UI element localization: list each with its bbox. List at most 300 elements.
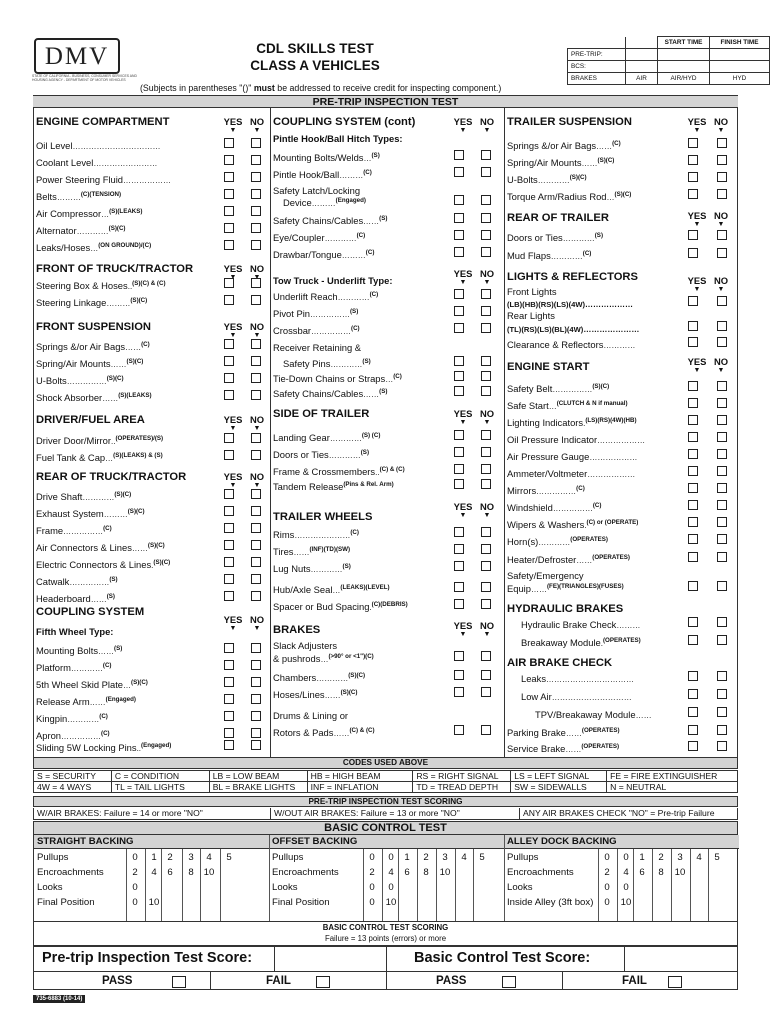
yes-checkbox[interactable] xyxy=(688,466,698,476)
no-checkbox[interactable] xyxy=(251,557,261,567)
hydraulic-heading: HYDRAULIC BRAKES xyxy=(507,603,624,615)
score-value[interactable]: 0 xyxy=(388,882,394,893)
checklist-item-release-arm: Release Arm……$^{(Engaged)}$ xyxy=(36,696,136,707)
yes-checkbox[interactable] xyxy=(454,447,464,457)
checklist-item-chambers: Chambers…………$^{(S)(C)}$ xyxy=(273,672,366,683)
score-row-label: Looks xyxy=(37,882,63,893)
no-checkbox[interactable] xyxy=(251,278,261,288)
code-definition: INF = INFLATION xyxy=(307,782,413,793)
no-checkbox[interactable] xyxy=(251,189,261,199)
yes-no-header: YES NO xyxy=(223,321,265,332)
yes-checkbox[interactable] xyxy=(688,500,698,510)
yes-checkbox[interactable] xyxy=(224,223,234,233)
yes-checkbox[interactable] xyxy=(454,247,464,257)
yes-no-header: YES NO xyxy=(687,275,729,286)
pretrip-scoring-row: W/AIR BRAKES: Failure = 14 or more "NO" W/OUT AIR BRAKES: Failure = 13 or more "NO" ANY AIR BRAKES CHECK "NO" = Pre-trip Failure xyxy=(33,808,738,820)
checklist-item-drums-lining-or: Drums & Lining or xyxy=(273,710,349,721)
no-checkbox[interactable] xyxy=(481,195,491,205)
score-value[interactable]: 0 xyxy=(604,897,610,908)
no-checkbox[interactable] xyxy=(251,390,261,400)
score-value[interactable]: 3 xyxy=(188,852,194,863)
yes-checkbox[interactable] xyxy=(688,449,698,459)
bct-pass-checkbox[interactable] xyxy=(502,976,516,988)
checklist-item-shock-absorber: Shock Absorber……$^{(S)(LEAKS)}$ xyxy=(36,392,152,403)
no-checkbox[interactable] xyxy=(717,707,727,717)
yes-checkbox[interactable] xyxy=(224,540,234,550)
no-checkbox[interactable] xyxy=(717,189,727,199)
no-checkbox[interactable] xyxy=(481,247,491,257)
no-checkbox[interactable] xyxy=(251,643,261,653)
score-value[interactable]: 0 xyxy=(388,852,394,863)
no-checkbox[interactable] xyxy=(481,306,491,316)
score-value[interactable]: 0 xyxy=(132,882,138,893)
coupling-system-subtitle: Fifth Wheel Type: xyxy=(36,626,114,637)
checklist-item-spring-air-mounts: Spring/Air Mounts……$^{(S)(C)}$ xyxy=(507,157,615,168)
score-value[interactable]: 0 xyxy=(369,852,375,863)
yes-checkbox[interactable] xyxy=(224,240,234,250)
no-checkbox[interactable] xyxy=(251,489,261,499)
yes-checkbox[interactable] xyxy=(224,433,234,443)
no-checkbox[interactable] xyxy=(717,432,727,442)
no-checkbox[interactable] xyxy=(717,466,727,476)
no-checkbox[interactable] xyxy=(481,527,491,537)
yes-checkbox[interactable] xyxy=(454,371,464,381)
no-checkbox[interactable] xyxy=(481,464,491,474)
no-checkbox[interactable] xyxy=(717,381,727,391)
no-checkbox[interactable] xyxy=(251,728,261,738)
checklist-item-safety-pins: Safety Pins…………$^{(S)}$ xyxy=(283,358,371,369)
yes-checkbox[interactable] xyxy=(688,230,698,240)
score-value[interactable]: 0 xyxy=(132,852,138,863)
yes-checkbox[interactable] xyxy=(688,296,698,306)
checklist-item-headerboard: Headerboard……$^{(S)}$ xyxy=(36,593,115,604)
no-checkbox[interactable] xyxy=(251,660,261,670)
yes-checkbox[interactable] xyxy=(454,687,464,697)
yes-checkbox[interactable] xyxy=(454,386,464,396)
no-checkbox[interactable] xyxy=(251,574,261,584)
yes-checkbox[interactable] xyxy=(688,517,698,527)
checklist-item-heater-defroster: Heater/Defroster……$^{(OPERATES)}$ xyxy=(507,554,630,565)
no-checkbox[interactable] xyxy=(717,635,727,645)
checklist-item-breakaway-module: Breakaway Module.$^{(OPERATES)}$ xyxy=(521,637,641,648)
yes-checkbox[interactable] xyxy=(688,432,698,442)
no-checkbox[interactable] xyxy=(481,599,491,609)
no-checkbox[interactable] xyxy=(251,506,261,516)
yes-checkbox[interactable] xyxy=(454,306,464,316)
yes-checkbox[interactable] xyxy=(224,450,234,460)
checklist-item-spacer-or-bud-spacing: Spacer or Bud Spacing.$^{(C)(DEBRIS)}$ xyxy=(273,601,408,612)
yes-checkbox[interactable] xyxy=(224,172,234,182)
score-value[interactable]: 2 xyxy=(132,867,138,878)
no-checkbox[interactable] xyxy=(717,581,727,591)
checklist-item-equip: Equip……$^{(FE)(TRIANGLES)(FUSES)}$ xyxy=(507,583,624,594)
code-definition: 4W = 4 WAYS xyxy=(34,782,112,793)
pre-trip-start-field[interactable] xyxy=(658,49,710,61)
no-checkbox[interactable] xyxy=(251,677,261,687)
bct-score-label: Basic Control Test Score: xyxy=(414,950,591,966)
score-value[interactable]: 2 xyxy=(167,852,173,863)
driver-fuel-heading: DRIVER/FUEL AREA xyxy=(36,414,145,426)
no-checkbox[interactable] xyxy=(251,591,261,601)
yes-checkbox[interactable] xyxy=(688,398,698,408)
no-checkbox[interactable] xyxy=(251,433,261,443)
yes-checkbox[interactable] xyxy=(688,689,698,699)
no-checkbox[interactable] xyxy=(481,725,491,735)
yes-checkbox[interactable] xyxy=(688,248,698,258)
no-checkbox[interactable] xyxy=(251,540,261,550)
score-value[interactable]: 0 xyxy=(369,882,375,893)
yes-checkbox[interactable] xyxy=(224,390,234,400)
score-value[interactable]: 4 xyxy=(696,852,702,863)
checklist-item-lighting-indicators: Lighting Indicators.$^{(LS)(RS)(4W)(HB)}$ xyxy=(507,417,637,428)
checklist-item-hydraulic-brake-check: Hydraulic Brake Check……… xyxy=(521,619,641,630)
score-value[interactable]: 4 xyxy=(206,852,212,863)
yes-checkbox[interactable] xyxy=(688,617,698,627)
yes-checkbox[interactable] xyxy=(454,150,464,160)
yes-checkbox[interactable] xyxy=(454,651,464,661)
score-value[interactable]: 10 xyxy=(385,897,397,908)
bct-fail-checkbox[interactable] xyxy=(668,976,682,988)
score-value[interactable]: 6 xyxy=(167,867,173,878)
code-definition: HB = HIGH BEAM xyxy=(307,771,413,782)
yes-checkbox[interactable] xyxy=(224,206,234,216)
no-checkbox[interactable] xyxy=(481,289,491,299)
no-checkbox[interactable] xyxy=(251,206,261,216)
no-checkbox[interactable] xyxy=(481,479,491,489)
bct-score-field[interactable] xyxy=(625,948,737,970)
score-row-label: Encroachments xyxy=(272,867,339,878)
no-checkbox[interactable] xyxy=(717,321,727,331)
yes-checkbox[interactable] xyxy=(688,381,698,391)
score-value[interactable]: 3 xyxy=(677,852,683,863)
no-checkbox[interactable] xyxy=(251,138,261,148)
tow-truck-heading: Tow Truck - Underlift Type: xyxy=(273,275,393,286)
down-arrow-icon: ▼ ▼ xyxy=(229,482,261,489)
yes-checkbox[interactable] xyxy=(454,230,464,240)
offset-backing-heading: OFFSET BACKING xyxy=(269,835,504,849)
no-checkbox[interactable] xyxy=(717,248,727,258)
score-value[interactable]: 10 xyxy=(674,867,686,878)
trailer-suspension-heading: TRAILER SUSPENSION xyxy=(507,116,632,128)
no-checkbox[interactable] xyxy=(481,651,491,661)
yes-checkbox[interactable] xyxy=(224,643,234,653)
yes-checkbox[interactable] xyxy=(224,189,234,199)
yes-checkbox[interactable] xyxy=(224,574,234,584)
no-checkbox[interactable] xyxy=(251,711,261,721)
score-value[interactable]: 4 xyxy=(623,867,629,878)
bcs-label: BCS: xyxy=(568,61,626,73)
score-value[interactable]: 4 xyxy=(388,867,394,878)
yes-checkbox[interactable] xyxy=(454,670,464,680)
no-checkbox[interactable] xyxy=(481,561,491,571)
score-value[interactable]: 6 xyxy=(404,867,410,878)
checklist-item-underlift-reach: Underlift Reach…………$^{(C)}$ xyxy=(273,291,379,302)
yes-no-header: YES NO xyxy=(453,620,495,631)
score-row-label: Pullups xyxy=(272,852,304,863)
checklist-item-steering-linkage: Steering Linkage………$^{(S)(C)}$ xyxy=(36,297,148,308)
checklist-item-pushrods: & pushrods…$^{(>90^\circ or <1")(C)}$ xyxy=(273,653,374,664)
no-checkbox[interactable] xyxy=(481,447,491,457)
yes-checkbox[interactable] xyxy=(454,289,464,299)
yes-checkbox[interactable] xyxy=(454,356,464,366)
yes-checkbox[interactable] xyxy=(224,138,234,148)
checklist-item-pintle-hook-ball: Pintle Hook/Ball………$^{(C)}$ xyxy=(273,169,372,180)
yes-checkbox[interactable] xyxy=(688,155,698,165)
brakes-air[interactable]: AIR xyxy=(626,73,658,85)
no-checkbox[interactable] xyxy=(481,150,491,160)
checklist-item-safety-latch-locking: Safety Latch/Locking xyxy=(273,185,361,196)
no-checkbox[interactable] xyxy=(481,582,491,592)
score-value[interactable]: 8 xyxy=(188,867,194,878)
checklist-item-air-connectors-lines: Air Connectors & Lines……$^{(S)(C)}$ xyxy=(36,542,165,553)
no-checkbox[interactable] xyxy=(251,740,261,750)
down-arrow-icon: ▼ ▼ xyxy=(229,625,261,632)
score-value[interactable]: 2 xyxy=(604,867,610,878)
yes-checkbox[interactable] xyxy=(688,189,698,199)
yes-checkbox[interactable] xyxy=(688,138,698,148)
bcs-finish-field[interactable] xyxy=(710,61,770,73)
no-checkbox[interactable] xyxy=(717,534,727,544)
yes-checkbox[interactable] xyxy=(224,339,234,349)
no-checkbox[interactable] xyxy=(717,155,727,165)
score-value[interactable]: 0 xyxy=(623,852,629,863)
pretrip-pass-checkbox[interactable] xyxy=(172,976,186,988)
no-checkbox[interactable] xyxy=(717,689,727,699)
down-arrow-icon: ▼ ▼ xyxy=(459,512,491,519)
checklist-item-device: Device………$^{(Engaged)}$ xyxy=(283,197,366,208)
no-checkbox[interactable] xyxy=(717,617,727,627)
yes-checkbox[interactable] xyxy=(224,660,234,670)
score-value[interactable]: 4 xyxy=(151,867,157,878)
yes-no-header: YES NO xyxy=(223,116,265,127)
yes-checkbox[interactable] xyxy=(454,599,464,609)
pre-trip-label: PRE-TRIP: xyxy=(568,49,626,61)
checklist-item-torque-arm-radius-rod: Torque Arm/Radius Rod…$^{(S)(C)}$ xyxy=(507,191,632,202)
score-value[interactable]: 0 xyxy=(604,852,610,863)
yes-checkbox[interactable] xyxy=(224,694,234,704)
score-value[interactable]: 0 xyxy=(604,882,610,893)
yes-checkbox[interactable] xyxy=(224,523,234,533)
no-checkbox[interactable] xyxy=(481,430,491,440)
no-checkbox[interactable] xyxy=(251,223,261,233)
yes-no-header: YES NO xyxy=(687,116,729,127)
yes-checkbox[interactable] xyxy=(688,415,698,425)
yes-checkbox[interactable] xyxy=(688,635,698,645)
score-value[interactable]: 2 xyxy=(423,852,429,863)
no-checkbox[interactable] xyxy=(717,449,727,459)
yes-checkbox[interactable] xyxy=(688,552,698,562)
yes-checkbox[interactable] xyxy=(688,483,698,493)
down-arrow-icon: ▼ ▼ xyxy=(693,367,725,374)
yes-checkbox[interactable] xyxy=(688,172,698,182)
yes-checkbox[interactable] xyxy=(688,321,698,331)
score-value[interactable]: 8 xyxy=(658,867,664,878)
yes-checkbox[interactable] xyxy=(224,295,234,305)
yes-checkbox[interactable] xyxy=(224,278,234,288)
score-row-label: Looks xyxy=(272,882,298,893)
score-value[interactable]: 0 xyxy=(623,882,629,893)
score-value[interactable]: 1 xyxy=(151,852,157,863)
no-checkbox[interactable] xyxy=(481,213,491,223)
no-checkbox[interactable] xyxy=(717,725,727,735)
brakes-hyd[interactable]: HYD xyxy=(710,73,770,85)
no-checkbox[interactable] xyxy=(481,167,491,177)
checklist-item-exhaust-system: Exhaust System………$^{(S)(C)}$ xyxy=(36,508,145,519)
pretrip-score-field[interactable] xyxy=(275,948,385,970)
checklist-item-horn-s: Horn(s)…………$^{(OPERATES)}$ xyxy=(507,536,608,547)
bcs-start-field[interactable] xyxy=(658,61,710,73)
yes-checkbox[interactable] xyxy=(224,711,234,721)
no-checkbox[interactable] xyxy=(481,670,491,680)
code-definition: N = NEUTRAL xyxy=(607,782,738,793)
score-value[interactable]: 0 xyxy=(369,897,375,908)
yes-checkbox[interactable] xyxy=(224,373,234,383)
yes-checkbox[interactable] xyxy=(454,725,464,735)
no-checkbox[interactable] xyxy=(251,450,261,460)
checklist-item-safety-chains-cables: Safety Chains/Cables……$^{(S)}$ xyxy=(273,388,388,399)
yes-checkbox[interactable] xyxy=(688,671,698,681)
no-checkbox[interactable] xyxy=(481,356,491,366)
no-checkbox[interactable] xyxy=(717,230,727,240)
basic-control-title: BASIC CONTROL TEST xyxy=(33,821,738,835)
no-checkbox[interactable] xyxy=(717,483,727,493)
checklist-item-air-compressor: Air Compressor…$^{(S)(LEAKS)}$ xyxy=(36,208,143,219)
score-value[interactable]: 10 xyxy=(148,897,160,908)
yes-checkbox[interactable] xyxy=(224,740,234,750)
score-value[interactable]: 6 xyxy=(639,867,645,878)
code-definition: LS = LEFT SIGNAL xyxy=(511,771,607,782)
no-checkbox[interactable] xyxy=(251,356,261,366)
yes-no-header: YES NO xyxy=(687,210,729,221)
checklist-item-receiver-retaining: Receiver Retaining & xyxy=(273,342,362,353)
yes-no-header: YES NO xyxy=(453,268,495,279)
checklist-item-5th-wheel-skid-plate: 5th Wheel Skid Plate…$^{(S)(C)}$ xyxy=(36,679,148,690)
score-value[interactable]: 10 xyxy=(439,867,451,878)
yes-checkbox[interactable] xyxy=(454,544,464,554)
no-checkbox[interactable] xyxy=(717,172,727,182)
score-value[interactable]: 5 xyxy=(226,852,232,863)
score-value[interactable]: 0 xyxy=(132,897,138,908)
checklist-item-eye-coupler: Eye/Coupler…………$^{(C)}$ xyxy=(273,232,366,243)
yes-checkbox[interactable] xyxy=(454,464,464,474)
yes-checkbox[interactable] xyxy=(224,677,234,687)
checklist-item-tandem-release: Tandem Release$^{(Pins \& Rel. Arm)}$ xyxy=(273,481,394,492)
checklist-item-frame-crossmembers: Frame & Crossmembers..$^{(C) \& (C)}$ xyxy=(273,466,405,477)
yes-checkbox[interactable] xyxy=(224,591,234,601)
no-checkbox[interactable] xyxy=(251,523,261,533)
score-value[interactable]: 5 xyxy=(479,852,485,863)
yes-checkbox[interactable] xyxy=(688,534,698,544)
yes-checkbox[interactable] xyxy=(454,213,464,223)
no-checkbox[interactable] xyxy=(717,671,727,681)
score-value[interactable]: 1 xyxy=(639,852,645,863)
yes-checkbox[interactable] xyxy=(688,337,698,347)
yes-checkbox[interactable] xyxy=(454,561,464,571)
no-checkbox[interactable] xyxy=(481,386,491,396)
yes-checkbox[interactable] xyxy=(454,430,464,440)
score-row-label: Encroachments xyxy=(37,867,104,878)
score-value[interactable]: 5 xyxy=(714,852,720,863)
no-checkbox[interactable] xyxy=(717,398,727,408)
brakes-air-hyd[interactable]: AIR/HYD xyxy=(658,73,710,85)
yes-checkbox[interactable] xyxy=(224,728,234,738)
codes-table xyxy=(33,770,738,793)
score-value[interactable]: 4 xyxy=(461,852,467,863)
yes-checkbox[interactable] xyxy=(224,506,234,516)
score-value[interactable]: 10 xyxy=(620,897,632,908)
yes-checkbox[interactable] xyxy=(454,323,464,333)
no-checkbox[interactable] xyxy=(251,172,261,182)
no-checkbox[interactable] xyxy=(251,339,261,349)
no-checkbox[interactable] xyxy=(717,296,727,306)
yes-checkbox[interactable] xyxy=(454,167,464,177)
yes-checkbox[interactable] xyxy=(224,155,234,165)
trailer-wheels-heading: TRAILER WHEELS xyxy=(273,511,373,523)
no-checkbox[interactable] xyxy=(717,552,727,562)
checklist-item-mud-flaps: Mud Flaps…………$^{(C)}$ xyxy=(507,250,592,261)
yes-checkbox[interactable] xyxy=(454,479,464,489)
score-value[interactable]: 1 xyxy=(404,852,410,863)
checklist-item-hub-axle-seal: Hub/Axle Seal…$^{(LEAKS)(LEVEL)}$ xyxy=(273,584,390,595)
no-checkbox[interactable] xyxy=(481,687,491,697)
checklist-item-parking-brake: Parking Brake……$^{(OPERATES)}$ xyxy=(507,727,620,738)
checklist-item-hoses-lines: Hoses/Lines……$^{(S)(C)}$ xyxy=(273,689,358,700)
no-checkbox[interactable] xyxy=(481,323,491,333)
no-checkbox[interactable] xyxy=(717,337,727,347)
no-checkbox[interactable] xyxy=(251,373,261,383)
yes-checkbox[interactable] xyxy=(688,741,698,751)
no-checkbox[interactable] xyxy=(481,230,491,240)
pretrip-fail-label: FAIL xyxy=(266,975,291,987)
dmv-logo: DMV xyxy=(34,38,120,74)
score-value[interactable]: 2 xyxy=(369,867,375,878)
score-value[interactable]: 2 xyxy=(658,852,664,863)
pretrip-fail-checkbox[interactable] xyxy=(316,976,330,988)
checklist-item-safety-chains-cables: Safety Chains/Cables……$^{(S)}$ xyxy=(273,215,388,226)
yes-checkbox[interactable] xyxy=(454,195,464,205)
no-checkbox[interactable] xyxy=(251,155,261,165)
yes-checkbox[interactable] xyxy=(688,707,698,717)
no-checkbox[interactable] xyxy=(717,517,727,527)
no-checkbox[interactable] xyxy=(481,544,491,554)
no-checkbox[interactable] xyxy=(717,138,727,148)
score-value[interactable]: 10 xyxy=(203,867,215,878)
no-checkbox[interactable] xyxy=(251,694,261,704)
pretrip-scoring-title: PRE-TRIP INSPECTION TEST SCORING xyxy=(33,796,738,807)
pre-trip-finish-field[interactable] xyxy=(710,49,770,61)
no-checkbox[interactable] xyxy=(717,741,727,751)
no-checkbox[interactable] xyxy=(481,371,491,381)
yes-checkbox[interactable] xyxy=(224,489,234,499)
bct-pass-label: PASS xyxy=(436,975,467,987)
code-definition: LB = LOW BEAM xyxy=(209,771,307,782)
no-checkbox[interactable] xyxy=(251,295,261,305)
score-value[interactable]: 8 xyxy=(423,867,429,878)
yes-checkbox[interactable] xyxy=(688,725,698,735)
no-checkbox[interactable] xyxy=(251,240,261,250)
checklist-item-platform: Platform…………$^{(C)}$ xyxy=(36,662,112,673)
yes-checkbox[interactable] xyxy=(224,356,234,366)
yes-checkbox[interactable] xyxy=(224,557,234,567)
checklist-item-tl-rs-ls-bl-4w: (TL)(RS)(LS)(BL)(4W)………………… xyxy=(507,325,640,334)
score-value[interactable]: 3 xyxy=(442,852,448,863)
no-checkbox[interactable] xyxy=(717,415,727,425)
no-checkbox[interactable] xyxy=(717,500,727,510)
yes-checkbox[interactable] xyxy=(454,582,464,592)
down-arrow-icon: ▼ ▼ xyxy=(459,279,491,286)
yes-checkbox[interactable] xyxy=(688,581,698,591)
yes-checkbox[interactable] xyxy=(454,527,464,537)
